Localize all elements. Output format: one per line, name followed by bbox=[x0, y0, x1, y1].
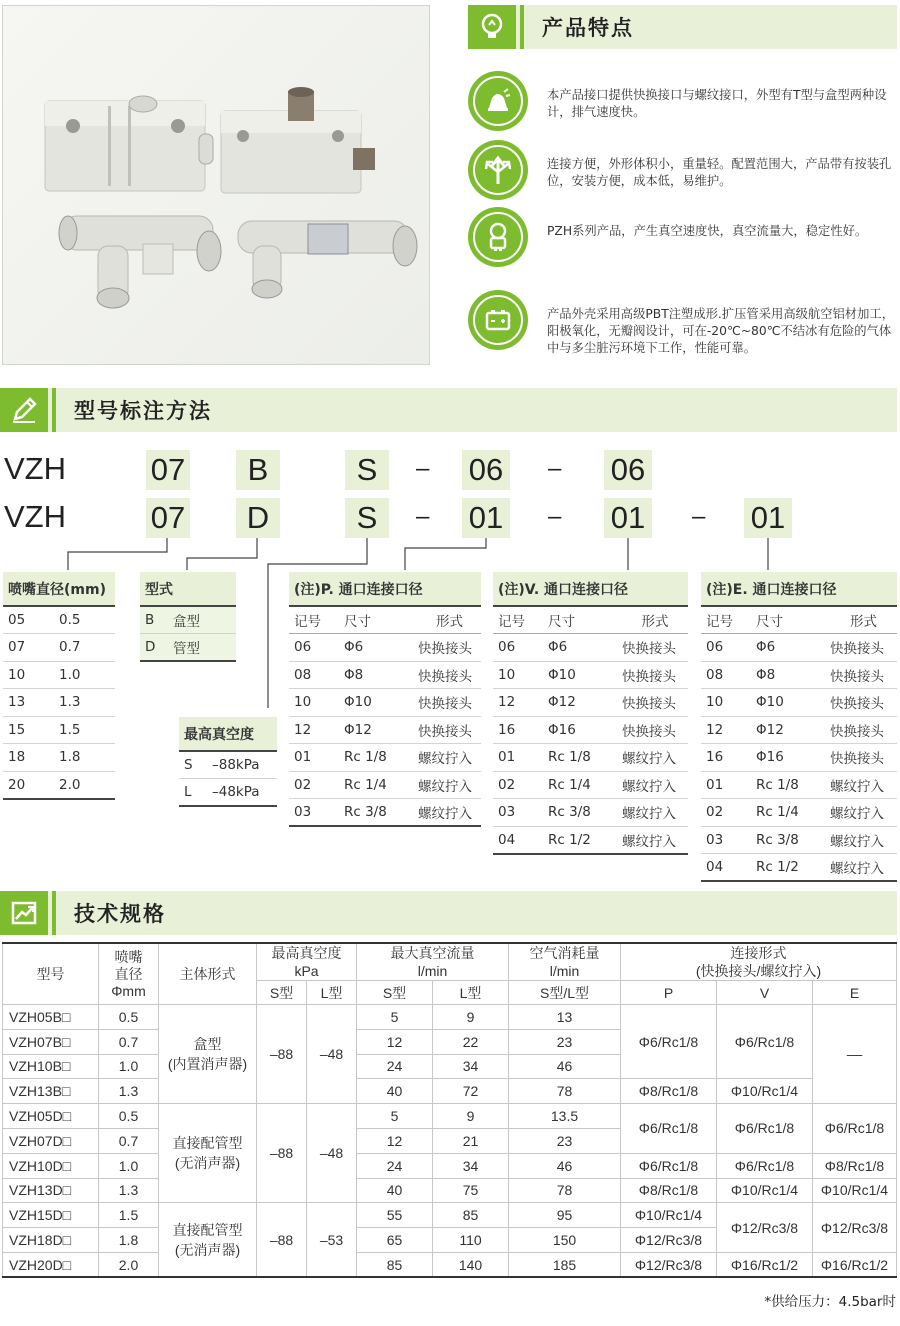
cell: 01 bbox=[493, 744, 543, 772]
cell: 螺纹拧入 bbox=[413, 799, 481, 827]
cell: 16 bbox=[493, 716, 543, 744]
cell: 1.3 bbox=[54, 689, 115, 717]
cell: 03 bbox=[493, 799, 543, 827]
model-code-1: – bbox=[416, 455, 430, 482]
cell: Φ12 bbox=[751, 716, 825, 744]
cell: 10 bbox=[701, 689, 751, 717]
cell: Rc 1/4 bbox=[339, 771, 413, 799]
cell: Φ8 bbox=[339, 661, 413, 689]
col-header: 尺寸 bbox=[543, 606, 617, 634]
cell: 快换接头 bbox=[825, 689, 897, 717]
cell: 螺纹拧入 bbox=[825, 826, 897, 854]
cell: Rc 3/8 bbox=[543, 799, 617, 827]
cell: Φ10/Rc1/4 bbox=[717, 1079, 813, 1104]
cell: 23 bbox=[509, 1128, 621, 1153]
cell: 01 bbox=[289, 744, 339, 772]
cell: Rc 1/2 bbox=[543, 826, 617, 854]
cell: Rc 1/2 bbox=[751, 854, 825, 882]
cell: –88 bbox=[257, 1005, 307, 1104]
cell: 65 bbox=[357, 1228, 433, 1253]
sub-header: E bbox=[813, 981, 897, 1005]
cell: –– bbox=[813, 1005, 897, 1104]
cell: 55 bbox=[357, 1203, 433, 1228]
cell: Φ16/Rc1/2 bbox=[717, 1252, 813, 1277]
model-code-1: B bbox=[236, 450, 280, 490]
cell: 04 bbox=[493, 826, 543, 854]
model-cell: VZH13B□ bbox=[3, 1079, 99, 1104]
cell: Φ10/Rc1/4 bbox=[813, 1178, 897, 1203]
cell: Φ12 bbox=[339, 716, 413, 744]
header-separator bbox=[520, 5, 524, 49]
model-cell: VZH13D□ bbox=[3, 1178, 99, 1203]
cell: 16 bbox=[701, 744, 751, 772]
cell: 螺纹拧入 bbox=[617, 799, 688, 827]
cell: Φ6/Rc1/8 bbox=[717, 1153, 813, 1178]
cell: Rc 3/8 bbox=[339, 799, 413, 827]
cell: Rc 1/4 bbox=[543, 771, 617, 799]
cell: –48 bbox=[307, 1005, 357, 1104]
model-code-2: – bbox=[416, 503, 430, 530]
tee-ejector-metal-image bbox=[238, 221, 417, 298]
cell: 5 bbox=[357, 1005, 433, 1030]
cell: 05 bbox=[3, 606, 54, 634]
cell: 03 bbox=[289, 799, 339, 827]
col-header: 型号 bbox=[3, 943, 99, 1005]
col-header: 空气消耗量 l/min bbox=[509, 943, 621, 981]
cell: Φ10 bbox=[339, 689, 413, 717]
lightbulb-icon bbox=[468, 5, 516, 49]
cell: 快换接头 bbox=[617, 661, 688, 689]
model-code-1: 07 bbox=[146, 450, 190, 490]
cell: 0.7 bbox=[54, 634, 115, 662]
cell: 18 bbox=[3, 744, 54, 772]
cell: 1.3 bbox=[99, 1079, 159, 1104]
box-ejector-threaded-image bbox=[221, 87, 375, 193]
cell: 03 bbox=[701, 826, 751, 854]
cell: 1.0 bbox=[99, 1153, 159, 1178]
cell: Φ6 bbox=[751, 634, 825, 662]
cell: Rc 1/4 bbox=[751, 799, 825, 827]
cell: 快换接头 bbox=[825, 634, 897, 662]
cell: 1.3 bbox=[99, 1178, 159, 1203]
model-cell: VZH05B□ bbox=[3, 1005, 99, 1030]
cell: 9 bbox=[433, 1104, 509, 1129]
cell: –53 bbox=[307, 1203, 357, 1277]
col-header: 形式 bbox=[617, 606, 688, 634]
table-row bbox=[3, 1252, 897, 1277]
cell: Φ8/Rc1/8 bbox=[621, 1079, 717, 1104]
cell: 12 bbox=[289, 716, 339, 744]
trend-chart-icon bbox=[0, 891, 48, 935]
cell: 78 bbox=[509, 1079, 621, 1104]
body-cell: 盒型 (内置消声器) bbox=[159, 1005, 257, 1104]
product-photo bbox=[2, 5, 430, 365]
feature-item bbox=[468, 207, 900, 269]
cell: Φ16 bbox=[543, 716, 617, 744]
cell: 34 bbox=[433, 1153, 509, 1178]
cell: 24 bbox=[357, 1153, 433, 1178]
model-cell: VZH07D□ bbox=[3, 1128, 99, 1153]
sub-header: V bbox=[717, 981, 813, 1005]
cell: Φ12/Rc3/8 bbox=[717, 1203, 813, 1253]
cell: 快换接头 bbox=[413, 689, 481, 717]
cell: 1.8 bbox=[99, 1228, 159, 1253]
model-code-2: – bbox=[692, 503, 706, 530]
col-header: 主体形式 bbox=[159, 943, 257, 1005]
cell: 23 bbox=[509, 1029, 621, 1054]
cell: Rc 1/8 bbox=[339, 744, 413, 772]
cell: 46 bbox=[509, 1153, 621, 1178]
table-row bbox=[3, 1005, 897, 1030]
model-cell: VZH15D□ bbox=[3, 1203, 99, 1228]
col-header: 记号 bbox=[493, 606, 543, 634]
model-code-2: – bbox=[548, 503, 562, 530]
cell: Φ6 bbox=[543, 634, 617, 662]
tee-ejector-image bbox=[59, 216, 221, 308]
cell: 140 bbox=[433, 1252, 509, 1277]
feature-text: 连接方便，外形体积小，重量轻。配置范围大，产品带有按装孔位，安装方便，成本低，易维护。 bbox=[547, 157, 892, 188]
cell: 85 bbox=[433, 1203, 509, 1228]
feature-text: PZH系列产品，产生真空速度快，真空流量大，稳定性好。 bbox=[547, 224, 868, 238]
cell: 盒型 bbox=[168, 606, 236, 634]
model-code-2: S bbox=[345, 498, 389, 538]
cell: 螺纹拧入 bbox=[825, 771, 897, 799]
port-e-header: (注)E. 通口连接口径 bbox=[701, 572, 897, 606]
cell: 12 bbox=[493, 689, 543, 717]
cell: Φ16 bbox=[751, 744, 825, 772]
sub-header: S型 bbox=[257, 981, 307, 1005]
type-header: 型式 bbox=[140, 572, 236, 606]
port-p-header: (注)P. 通口连接口径 bbox=[289, 572, 481, 606]
cell: –88kPa bbox=[207, 751, 277, 779]
cell: Φ6/Rc1/8 bbox=[813, 1104, 897, 1154]
spec-table bbox=[2, 942, 897, 1278]
cell: 06 bbox=[701, 634, 751, 662]
port-p-table bbox=[289, 572, 481, 827]
model-code-1: – bbox=[548, 455, 562, 482]
spec-header bbox=[0, 891, 897, 935]
cell: 04 bbox=[701, 854, 751, 882]
cell: 13 bbox=[3, 689, 54, 717]
table-row bbox=[3, 1153, 897, 1178]
cell: 01 bbox=[701, 771, 751, 799]
cell: 08 bbox=[701, 661, 751, 689]
cell: 13 bbox=[509, 1005, 621, 1030]
feature-item bbox=[468, 140, 900, 202]
cell: 0.7 bbox=[99, 1128, 159, 1153]
col-header: 尺寸 bbox=[751, 606, 825, 634]
features-header bbox=[468, 5, 897, 49]
col-header: 喷嘴 直径 Φmm bbox=[99, 943, 159, 1005]
cell: Φ8/Rc1/8 bbox=[813, 1153, 897, 1178]
cell: –88 bbox=[257, 1104, 307, 1203]
cell: 管型 bbox=[168, 634, 236, 662]
battery-icon bbox=[473, 295, 523, 345]
cell: Φ6/Rc1/8 bbox=[717, 1104, 813, 1154]
model-code-1: 06 bbox=[462, 450, 510, 490]
cell: 75 bbox=[433, 1178, 509, 1203]
cell: Φ6 bbox=[339, 634, 413, 662]
model-code-1: S bbox=[345, 450, 389, 490]
model-cell: VZH18D□ bbox=[3, 1228, 99, 1253]
sub-header: P bbox=[621, 981, 717, 1005]
cell: Φ10 bbox=[543, 661, 617, 689]
model-code-2: 01 bbox=[462, 498, 510, 538]
nozzle-table bbox=[3, 572, 115, 800]
model-cell: VZH07B□ bbox=[3, 1029, 99, 1054]
cell: 10 bbox=[289, 689, 339, 717]
cell: –48kPa bbox=[207, 779, 277, 807]
table-row bbox=[3, 1079, 897, 1104]
cell: 07 bbox=[3, 634, 54, 662]
cell: 快换接头 bbox=[617, 634, 688, 662]
cell: 螺纹拧入 bbox=[617, 744, 688, 772]
cell: 快换接头 bbox=[825, 661, 897, 689]
port-e-table bbox=[701, 572, 897, 882]
cell: 0.7 bbox=[99, 1029, 159, 1054]
vacuum-header: 最高真空度 bbox=[179, 717, 277, 751]
cell: Φ6/Rc1/8 bbox=[621, 1005, 717, 1079]
cell: Rc 3/8 bbox=[751, 826, 825, 854]
cell: 24 bbox=[357, 1054, 433, 1079]
model-code-2: 07 bbox=[146, 498, 190, 538]
cell: 快换接头 bbox=[617, 716, 688, 744]
body-cell: 直接配管型 (无消声器) bbox=[159, 1203, 257, 1277]
cell: 02 bbox=[493, 771, 543, 799]
cell: Φ10 bbox=[751, 689, 825, 717]
body-cell: 直接配管型 (无消声器) bbox=[159, 1104, 257, 1203]
cell: 2.0 bbox=[99, 1252, 159, 1277]
cell: Φ12/Rc3/8 bbox=[813, 1203, 897, 1253]
cell: 85 bbox=[357, 1252, 433, 1277]
model-code-2: 01 bbox=[744, 498, 792, 538]
cell: 螺纹拧入 bbox=[825, 799, 897, 827]
cell: 02 bbox=[701, 799, 751, 827]
cell: 12 bbox=[357, 1128, 433, 1153]
cell: Φ12/Rc3/8 bbox=[621, 1228, 717, 1253]
cell: 1.8 bbox=[54, 744, 115, 772]
type-table bbox=[140, 572, 236, 662]
cell: Rc 1/8 bbox=[751, 771, 825, 799]
model-cell: VZH20D□ bbox=[3, 1252, 99, 1277]
cell: 185 bbox=[509, 1252, 621, 1277]
box-ejector-image bbox=[45, 96, 213, 191]
cell: 110 bbox=[433, 1228, 509, 1253]
vacuum-table bbox=[179, 717, 277, 807]
cell: Φ6/Rc1/8 bbox=[621, 1104, 717, 1154]
header-separator bbox=[52, 388, 56, 432]
feature-item bbox=[468, 71, 900, 133]
cell: Φ10/Rc1/4 bbox=[621, 1203, 717, 1228]
cell: 12 bbox=[701, 716, 751, 744]
cell: Φ8 bbox=[751, 661, 825, 689]
cell: 150 bbox=[509, 1228, 621, 1253]
sub-header: L型 bbox=[433, 981, 509, 1005]
col-header: 形式 bbox=[413, 606, 481, 634]
col-header: 尺寸 bbox=[339, 606, 413, 634]
port-v-table bbox=[493, 572, 688, 855]
cell: 0.5 bbox=[54, 606, 115, 634]
cell: Φ6/Rc1/8 bbox=[717, 1005, 813, 1079]
model-code-2: 01 bbox=[604, 498, 652, 538]
cell: 40 bbox=[357, 1178, 433, 1203]
cell: 06 bbox=[289, 634, 339, 662]
feature-text: 本产品接口提供快换接口与螺纹接口，外型有T型与盒型两种设计，排气速度快。 bbox=[547, 88, 887, 119]
sub-header: L型 bbox=[307, 981, 357, 1005]
port-v-header: (注)V. 通口连接口径 bbox=[493, 572, 688, 606]
cell: 快换接头 bbox=[617, 689, 688, 717]
cell: 9 bbox=[433, 1005, 509, 1030]
cell: Φ12 bbox=[543, 689, 617, 717]
sub-header: S型 bbox=[357, 981, 433, 1005]
cell: 46 bbox=[509, 1054, 621, 1079]
table-row bbox=[3, 1203, 897, 1228]
pencil-icon bbox=[0, 388, 48, 432]
table-row bbox=[3, 1178, 897, 1203]
cell: 15 bbox=[3, 716, 54, 744]
cell: 10 bbox=[493, 661, 543, 689]
cell: Φ6/Rc1/8 bbox=[621, 1153, 717, 1178]
col-header: 连接形式 (快换接头/螺纹拧入) bbox=[621, 943, 897, 981]
cell: –88 bbox=[257, 1203, 307, 1277]
col-header: 形式 bbox=[825, 606, 897, 634]
cell: 快换接头 bbox=[413, 634, 481, 662]
direction-arrows-icon bbox=[473, 145, 523, 195]
cell: 12 bbox=[357, 1029, 433, 1054]
cell: 螺纹拧入 bbox=[413, 771, 481, 799]
cell: 1.5 bbox=[99, 1203, 159, 1228]
cell: 5 bbox=[357, 1104, 433, 1129]
cell: 08 bbox=[289, 661, 339, 689]
cell: Φ12/Rc3/8 bbox=[621, 1252, 717, 1277]
astronaut-icon bbox=[473, 212, 523, 262]
col-header: 最大真空流量 l/min bbox=[357, 943, 509, 981]
cell: 2.0 bbox=[54, 771, 115, 799]
cell: 螺纹拧入 bbox=[617, 826, 688, 854]
cell: 22 bbox=[433, 1029, 509, 1054]
cell: 06 bbox=[493, 634, 543, 662]
cell: 1.5 bbox=[54, 716, 115, 744]
col-header: 记号 bbox=[701, 606, 751, 634]
cell: 10 bbox=[3, 661, 54, 689]
cell: 快换接头 bbox=[825, 716, 897, 744]
cell: Rc 1/8 bbox=[543, 744, 617, 772]
model-code-1: VZH bbox=[4, 451, 66, 486]
cell: 21 bbox=[433, 1128, 509, 1153]
alarm-bell-icon bbox=[473, 76, 523, 126]
sub-header: S型/L型 bbox=[509, 981, 621, 1005]
model-code-2: D bbox=[236, 498, 280, 538]
cell: 40 bbox=[357, 1079, 433, 1104]
cell: 34 bbox=[433, 1054, 509, 1079]
cell: B bbox=[140, 606, 168, 634]
cell: S bbox=[179, 751, 207, 779]
cell: 0.5 bbox=[99, 1104, 159, 1129]
cell: 快换接头 bbox=[825, 744, 897, 772]
cell: 20 bbox=[3, 771, 54, 799]
model-header bbox=[0, 388, 897, 432]
cell: Φ8/Rc1/8 bbox=[621, 1178, 717, 1203]
header-separator bbox=[52, 891, 56, 935]
cell: 螺纹拧入 bbox=[413, 744, 481, 772]
cell: –48 bbox=[307, 1104, 357, 1203]
cell: D bbox=[140, 634, 168, 662]
col-header: 记号 bbox=[289, 606, 339, 634]
cell: 螺纹拧入 bbox=[825, 854, 897, 882]
model-cell: VZH10B□ bbox=[3, 1054, 99, 1079]
model-cell: VZH10D□ bbox=[3, 1153, 99, 1178]
footnote: *供给压力：4.5bar时 bbox=[764, 1294, 896, 1310]
model-code-1: 06 bbox=[604, 450, 652, 490]
cell: 13.5 bbox=[509, 1104, 621, 1129]
cell: 螺纹拧入 bbox=[617, 771, 688, 799]
model-code-2: VZH bbox=[4, 499, 66, 534]
cell: 1.0 bbox=[99, 1054, 159, 1079]
cell: Φ16/Rc1/2 bbox=[813, 1252, 897, 1277]
table-row bbox=[3, 1104, 897, 1129]
cell: 快换接头 bbox=[413, 716, 481, 744]
features-title: 产品特点 bbox=[542, 16, 634, 40]
model-cell: VZH05D□ bbox=[3, 1104, 99, 1129]
feature-text: 产品外壳采用高级PBT注塑成形.扩压管采用高级航空铝材加工，阳极氧化，无瓣阀设计，可在-20℃~80℃不结冰有危险的气体中与多尘脏污环境下工作，性能可靠。 bbox=[547, 307, 894, 355]
cell: 1.0 bbox=[54, 661, 115, 689]
cell: 02 bbox=[289, 771, 339, 799]
col-header: 最高真空度 kPa bbox=[257, 943, 357, 981]
nozzle-header: 喷嘴直径(mm) bbox=[3, 572, 115, 606]
cell: Φ10/Rc1/4 bbox=[717, 1178, 813, 1203]
cell: 78 bbox=[509, 1178, 621, 1203]
cell: 0.5 bbox=[99, 1005, 159, 1030]
model-title: 型号标注方法 bbox=[74, 399, 212, 423]
cell: 72 bbox=[433, 1079, 509, 1104]
cell: L bbox=[179, 779, 207, 807]
spec-title: 技术规格 bbox=[74, 902, 166, 926]
feature-item bbox=[468, 290, 900, 355]
cell: 快换接头 bbox=[413, 661, 481, 689]
cell: 95 bbox=[509, 1203, 621, 1228]
